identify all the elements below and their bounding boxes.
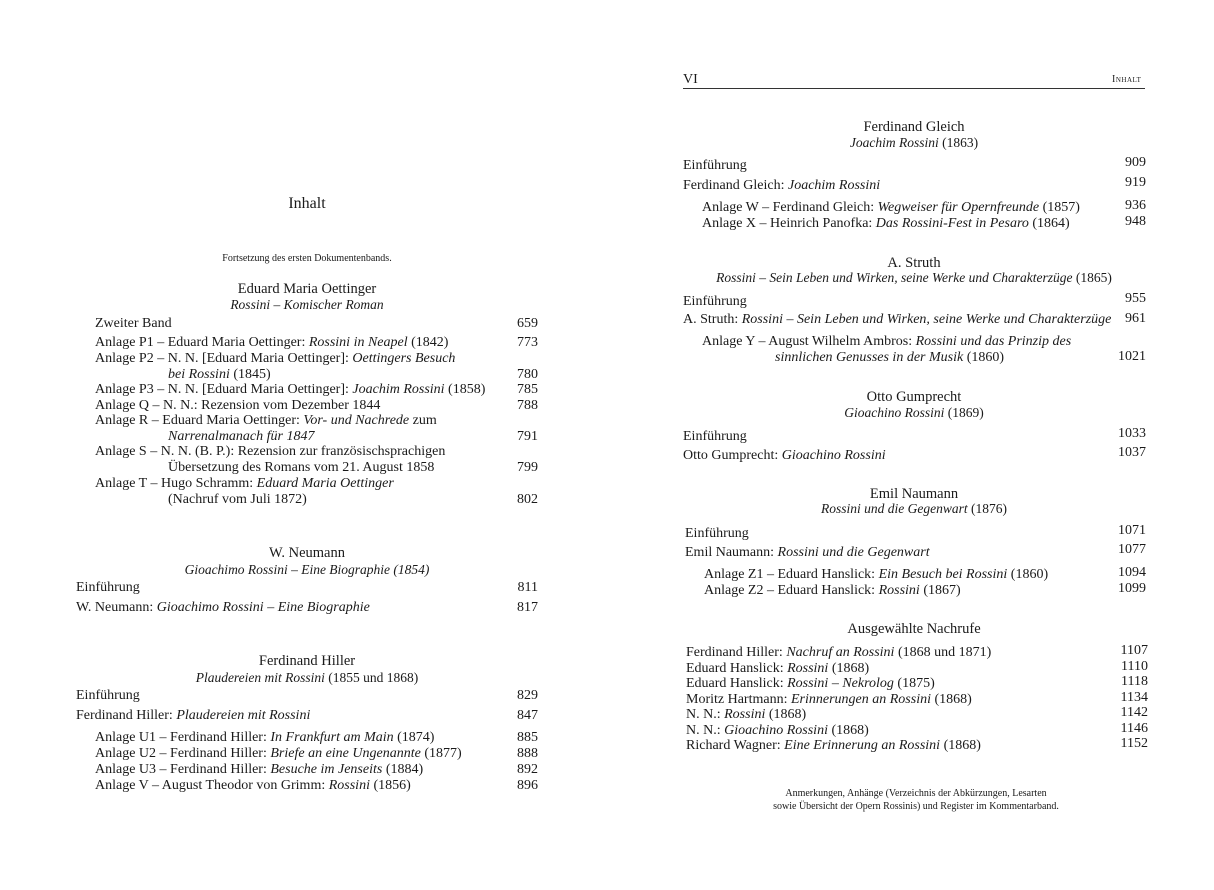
toc-entry: Anlage Y – August Wilhelm Ambros: Rossini und das Prinzip des [702,334,1072,349]
page-number: 773 [517,335,538,350]
page-number: 896 [517,778,538,793]
running-header-page: VI [683,72,698,87]
toc-entry: Anlage U2 – Ferdinand Hiller: Briefe an eine Ungenannte (1877) [95,746,462,761]
toc-entry-cont: sinnlichen Genusses in der Musik (1860) [775,350,1005,365]
toc-entry: Anlage V – August Theodor von Grimm: Rossini (1856) [95,778,411,793]
page-number: 1142 [1120,705,1148,720]
page-number: 1110 [1121,659,1148,674]
page-number: 1033 [1118,426,1146,441]
page-number: 802 [517,492,538,507]
section-author: W. Neumann [269,545,345,561]
section-heading: Ausgewählte Nachrufe [847,621,981,637]
page-number: 1021 [1118,349,1146,364]
toc-entry: Anlage U1 – Ferdinand Hiller: In Frankfurt am Main (1874) [95,730,435,745]
page-number: 829 [517,688,538,703]
toc-entry-cont: bei Rossini (1845) [168,367,271,382]
toc-entry: Einführung [76,580,140,595]
section-work: Gioachino Rossini (1869) [844,405,984,420]
page-number: 888 [517,746,538,761]
toc-entry: N. N.: Rossini (1868) [686,707,807,722]
section-work: Plaudereien mit Rossini (1855 und 1868) [195,670,419,685]
page-number: 1146 [1120,721,1148,736]
page-number: 788 [517,398,538,413]
toc-entry: Richard Wagner: Eine Erinnerung an Rossini (1868) [686,738,981,753]
page-number: 919 [1125,175,1146,190]
section-author: Ferdinand Gleich [863,119,965,135]
page-number: 1099 [1118,581,1146,596]
toc-entry: Anlage X – Heinrich Panofka: Das Rossini-Fest in Pesaro (1864) [702,216,1070,231]
section-work: Joachim Rossini (1863) [849,135,979,150]
subtitle: Fortsetzung des ersten Dokumentenbands. [222,253,392,264]
page-number: 948 [1125,214,1146,229]
toc-entry: A. Struth: Rossini – Sein Leben und Wirken, seine Werke und Charakterzüge [683,312,1112,327]
toc-entry: Einführung [685,526,749,541]
toc-entry: Anlage Q – N. N.: Rezension vom Dezember 1844 [95,398,381,413]
page-number: 847 [517,708,538,723]
page-number: 817 [517,600,538,615]
page-number: 780 [517,367,538,382]
toc-entry: Eduard Hanslick: Rossini (1868) [686,661,870,676]
page-number: 1071 [1118,523,1146,538]
toc-entry: Einführung [683,294,747,309]
page-number: 659 [517,316,538,331]
toc-entry: Anlage P2 – N. N. [Eduard Maria Oettinger]: Oettingers Besuch [95,351,456,366]
toc-entry: Anlage P3 – N. N. [Eduard Maria Oettinger]: Joachim Rossini (1858) [95,382,486,397]
section-author: Eduard Maria Oettinger [237,281,377,297]
page-number: 799 [517,460,538,475]
toc-entry: N. N.: Gioachino Rossini (1868) [686,723,869,738]
toc-entry: Zweiter Band [95,316,172,331]
page-number: 1152 [1120,736,1148,751]
toc-entry: Moritz Hartmann: Erinnerungen an Rossini (1868) [686,692,972,707]
page-number: 1107 [1120,643,1148,658]
section-author: Emil Naumann [869,486,959,502]
header-rule [683,88,1145,89]
toc-entry: Anlage P1 – Eduard Maria Oettinger: Rossini in Neapel (1842) [95,335,449,350]
toc-entry: Einführung [683,158,747,173]
page-number: 955 [1125,291,1146,306]
footnote: sowie Übersicht der Opern Rossinis) und Register im Kommentarband. [773,801,1059,812]
toc-entry: Anlage W – Ferdinand Gleich: Wegweiser für Opernfreunde (1857) [702,200,1080,215]
section-work: Gioachimo Rossini – Eine Biographie (1854) [184,562,430,577]
page-number: 1094 [1118,565,1146,580]
section-work: Rossini – Komischer Roman [230,297,384,312]
toc-entry: Anlage Z1 – Eduard Hanslick: Ein Besuch bei Rossini (1860) [704,567,1049,582]
section-author: Ferdinand Hiller [258,653,356,669]
footnote: Anmerkungen, Anhänge (Verzeichnis der Abkürzungen, Lesarten [785,788,1047,799]
page-number: 1118 [1121,674,1148,689]
page-number: 909 [1125,155,1146,170]
page-number: 885 [517,730,538,745]
running-header-title: Inhalt [1112,74,1142,85]
toc-entry: Emil Naumann: Rossini und die Gegenwart [685,545,930,560]
page-number: 811 [517,580,538,595]
page-number: 1077 [1118,542,1146,557]
toc-entry: Anlage T – Hugo Schramm: Eduard Maria Oettinger [95,476,394,491]
toc-entry: Eduard Hanslick: Rossini – Nekrolog (1875) [686,676,935,691]
section-author: A. Struth [887,255,941,271]
page-number: 791 [517,429,538,444]
toc-entry-cont: Narrenalmanach für 1847 [168,429,315,444]
toc-entry: Otto Gumprecht: Gioachino Rossini [683,448,886,463]
toc-entry: Ferdinand Gleich: Joachim Rossini [683,178,881,193]
toc-entry: Anlage Z2 – Eduard Hanslick: Rossini (1867) [704,583,961,598]
toc-entry: Ferdinand Hiller: Nachruf an Rossini (1868 und 1871) [686,645,992,660]
toc-entry: Anlage R – Eduard Maria Oettinger: Vor- und Nachrede zum [95,413,437,428]
page-number: 936 [1125,198,1146,213]
toc-entry: Ferdinand Hiller: Plaudereien mit Rossini [76,708,311,723]
page-number: 1134 [1120,690,1148,705]
page-number: 1037 [1118,445,1146,460]
toc-entry: W. Neumann: Gioachimo Rossini – Eine Biographie [76,600,370,615]
page-number: 785 [517,382,538,397]
section-work: Rossini – Sein Leben und Wirken, seine Werke und Charakterzüge (1865) [716,270,1112,285]
toc-entry: Anlage U3 – Ferdinand Hiller: Besuche im Jenseits (1884) [95,762,424,777]
page-title: Inhalt [288,195,326,212]
section-work: Rossini und die Gegenwart (1876) [821,501,1007,516]
page-number: 892 [517,762,538,777]
toc-entry-cont: (Nachruf vom Juli 1872) [168,492,307,507]
page-number: 961 [1125,311,1146,326]
toc-entry: Anlage S – N. N. (B. P.): Rezension zur französischsprachigen [95,444,446,459]
toc-entry: Einführung [683,429,747,444]
toc-entry-cont: Übersetzung des Romans vom 21. August 1858 [168,460,435,475]
section-author: Otto Gumprecht [866,389,962,405]
toc-entry: Einführung [76,688,140,703]
